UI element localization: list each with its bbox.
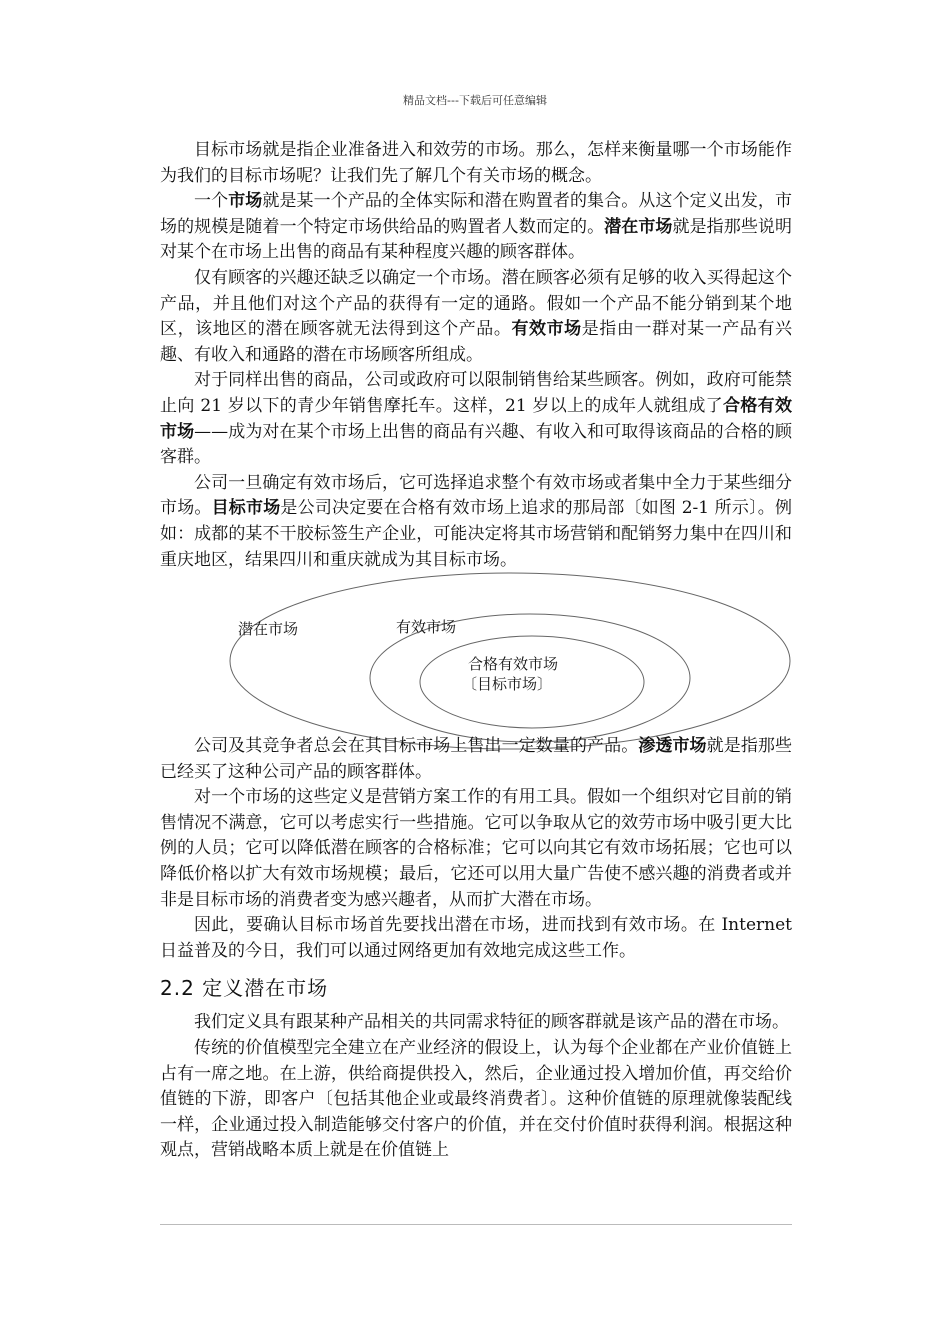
body-text-top xyxy=(160,138,792,573)
paragraph xyxy=(160,785,792,913)
page-bottom-rule xyxy=(160,1224,792,1225)
paragraph xyxy=(160,368,792,470)
text-run: 对于同样出售的商品，公司或政府可以限制销售给某些顾客。例如，政府可能禁止向 21 岁以下的青少年销售摩托车。这样，21 岁以上的成年人就组成了 xyxy=(160,370,792,416)
market-diagram xyxy=(228,572,798,750)
text-run: 公司一旦确定有效市场后，它可选择追求整个有效市场或者集中全力于某些细分市场。 xyxy=(160,472,792,519)
text-run: 就是指那些说明对某个在市场上出售的商品有某种程度兴趣的顾客群体。 xyxy=(160,216,793,263)
text-run: 我们定义具有跟某种产品相关的共同需求特征的顾客群就是该产品的潜在市场。 xyxy=(194,1012,789,1033)
section-heading: 2.2 定义潜在市场 xyxy=(160,976,329,1001)
page-header: 精品文档---下载后可任意编辑 xyxy=(403,94,547,107)
text-run: 仅有顾客的兴趣还缺乏以确定一个市场。潜在顾客必须有足够的收入买得起这个产品，并且他们对这个产品的获得有一定的通路。假如一个产品不能分销到某个地区，该地区的潜在顾客就无法得到这个产品。 xyxy=(160,267,792,340)
text-run: 就是某一个产品的全体实际和潜在购置者的集合。从这个定义出发，市场的规模是随着一个特定市场供给品的购置者人数而定的。 xyxy=(160,191,793,237)
text-run: 一个 xyxy=(194,191,229,212)
term-bold: 有效市场 xyxy=(511,319,582,340)
text-run: 就是指那些已经买了这种公司产品的顾客群体。 xyxy=(160,736,793,782)
label-qualified-market: 合格有效市场 xyxy=(468,655,559,673)
paragraphs-section-2-2 xyxy=(160,1010,792,1164)
term-bold: 渗透市场 xyxy=(638,736,707,756)
text-run: 对一个市场的这些定义是营销方案工作的有用工具。假如一个组织对它目前的销售情况不满意，它可以考虑实行一些措施。它可以争取从它的效劳市场中吸引更大比例的人员；它可以降低潜在顾客的合格标准；它可以向其它有效市场拓展；它也可以降低价格以扩大有效市场规模；最后，它还可以用大量广告使不感兴趣的消费者或并非是目标市场的消费者变为感兴趣者，从而扩大潜在市场。 xyxy=(160,787,792,910)
paragraph xyxy=(160,471,792,573)
paragraph xyxy=(160,1010,792,1036)
paragraph xyxy=(160,734,792,785)
paragraph xyxy=(160,1036,792,1164)
term-bold: 市场 xyxy=(228,191,263,212)
text-run: 公司及其竞争者总会在其目标市场上售出一定数量的产品。 xyxy=(194,736,639,756)
paragraph xyxy=(160,266,792,368)
paragraph xyxy=(160,189,792,266)
text-run: 传统的价值模型完全建立在产业经济的假设上，认为每个企业都在产业价值链上占有一席之地。在上游，供给商提供投入，然后，企业通过投入增加价值，再交给价值链的下游，即客户〔包括其他企业或最终消费者〕。这种价值链的原理就像装配线一样，企业通过投入制造能够交付客户的价值，并在交付价值时获得利润。根据这种观点，营销战略本质上就是在价值链上 xyxy=(160,1037,792,1161)
label-effective-market: 有效市场 xyxy=(396,618,457,636)
text-run: ——成为对在某个市场上出售的商品有兴趣、有收入和可取得该商品的合格的顾客群。 xyxy=(160,421,792,468)
term-bold: 合格有效市场 xyxy=(160,395,793,442)
term-bold: 目标市场 xyxy=(211,498,281,519)
body-text-bottom xyxy=(160,734,792,1164)
label-potential-market: 潜在市场 xyxy=(238,620,299,638)
paragraph xyxy=(160,913,792,964)
term-bold: 潜在市场 xyxy=(604,216,673,237)
text-run: 因此，要确认目标市场首先要找出潜在市场，进而找到有效市场。在 Internet 日益普及的今日，我们可以通过网络更加有效地完成这些工作。 xyxy=(160,915,792,961)
text-run: 是指由一群对某一产品有兴趣、有收入和通路的潜在市场顾客所组成。 xyxy=(160,319,793,365)
paragraphs-after-diagram xyxy=(160,734,792,964)
text-run: 目标市场就是指企业准备进入和效劳的市场。那么，怎样来衡量哪一个市场能作为我们的目标市场呢？让我们先了解几个有关市场的概念。 xyxy=(160,140,792,186)
text-run: 是公司决定要在合格有效市场上追求的那局部〔如图 2-1 所示〕。例如：成都的某不干胶标签生产企业，可能决定将其市场营销和配销努力集中在四川和重庆地区，结果四川和重庆就成为其目标市场。 xyxy=(160,498,792,570)
label-target-market: 〔目标市场〕 xyxy=(462,675,553,693)
paragraph xyxy=(160,138,792,189)
